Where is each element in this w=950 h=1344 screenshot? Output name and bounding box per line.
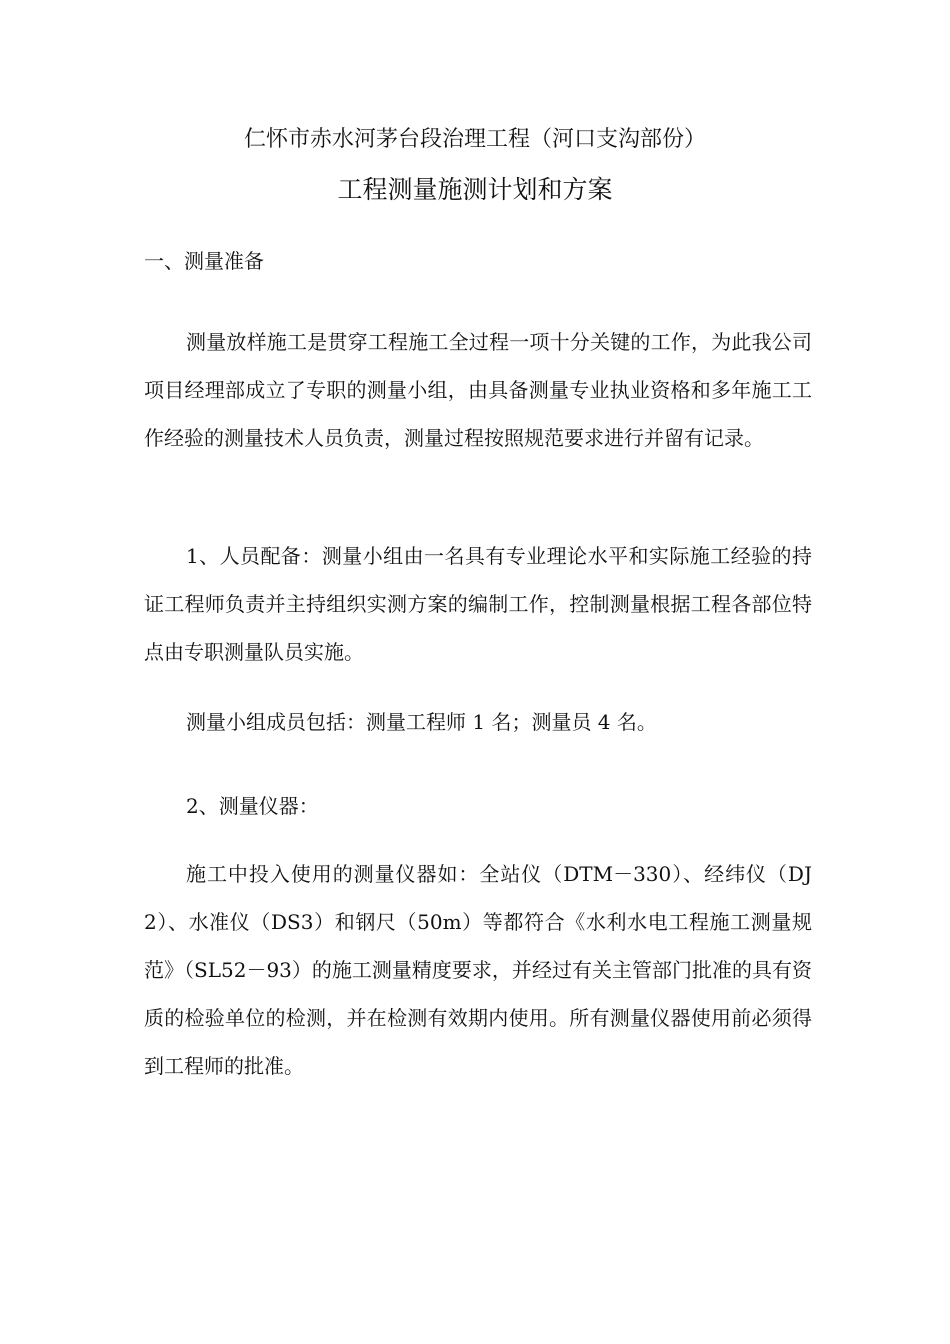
- paragraph-personnel-allocation: 1、人员配备：测量小组由一名具有专业理论水平和实际施工经验的持证工程师负责并主持组织实测方案的编制工作，控制测量根据工程各部位特点由专职测量队员实施。: [144, 544, 812, 664]
- paragraph-instruments-details: 施工中投入使用的测量仪器如：全站仪（DTM－330）、经纬仪（DJ2）、水准仪（DS3）和钢尺（50m）等都符合《水利水电工程施工测量规范》（SL52－93）的施工测量精度要求，并经过有关主管部门批准的具有资质的检验单位的检测，并在检测有效期内使用。所有测量仪器使用前必须得到工程师的批准。: [144, 862, 812, 1078]
- document-title-project: 仁怀市赤水河茅台段治理工程（河口支沟部份）: [243, 127, 706, 152]
- document-title-plan: 工程测量施测计划和方案: [337, 175, 613, 204]
- paragraph-survey-overview: 测量放样施工是贯穿工程施工全过程一项十分关键的工作，为此我公司项目经理部成立了专职的测量小组，由具备测量专业执业资格和多年施工工作经验的测量技术人员负责，测量过程按照规范要求进行并留有记录。: [144, 330, 812, 450]
- paragraph-instruments-heading: 2、测量仪器：: [186, 794, 319, 818]
- paragraph-team-members: 测量小组成员包括：测量工程师 1 名；测量员 4 名。: [186, 710, 657, 734]
- section-heading-survey-preparation: 一、测量准备: [144, 249, 264, 273]
